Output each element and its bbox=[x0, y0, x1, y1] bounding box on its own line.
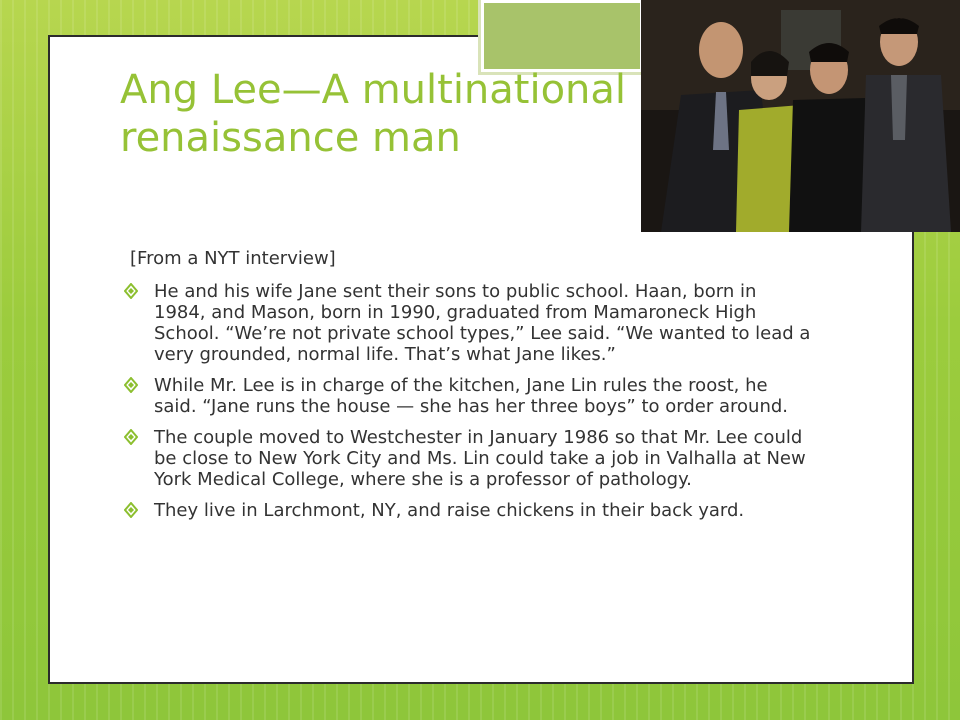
bullet-item bbox=[122, 281, 812, 365]
bullet-text: While Mr. Lee is in charge of the kitchen, Jane Lin rules the roost, he said. “Jane runs the house — she has her three boys” to order around. bbox=[154, 375, 788, 417]
bullet-text: They live in Larchmont, NY, and raise chickens in their back yard. bbox=[154, 500, 745, 521]
intro-text: [From a NYT interview] bbox=[130, 248, 336, 269]
bullet-diamond-icon bbox=[124, 429, 138, 445]
bullet-diamond-icon bbox=[124, 502, 138, 518]
decorative-frame bbox=[478, 0, 646, 75]
bullet-text: He and his wife Jane sent their sons to public school. Haan, born in 1984, and Mason, born in 1990, graduated from Mamaroneck High School. “We’re not private school types,” Lee said. “We wanted to lead a very grounded, normal life. That’s what Jane likes.” bbox=[154, 281, 811, 365]
family-photo bbox=[641, 0, 960, 232]
bullet-list bbox=[122, 281, 812, 521]
bullet-item bbox=[122, 427, 812, 490]
bullet-item bbox=[122, 500, 812, 521]
slide-body bbox=[122, 248, 812, 531]
bullet-text: The couple moved to Westchester in January 1986 so that Mr. Lee could be close to New York City and Ms. Lin could take a job in Valhalla at New York Medical College, where she is a professor of pathology. bbox=[154, 427, 806, 490]
bullet-diamond-icon bbox=[124, 283, 138, 299]
bullet-diamond-icon bbox=[124, 377, 138, 393]
slide-title: Ang Lee—A multinational renaissance man bbox=[120, 67, 627, 161]
bullet-item bbox=[122, 375, 812, 417]
